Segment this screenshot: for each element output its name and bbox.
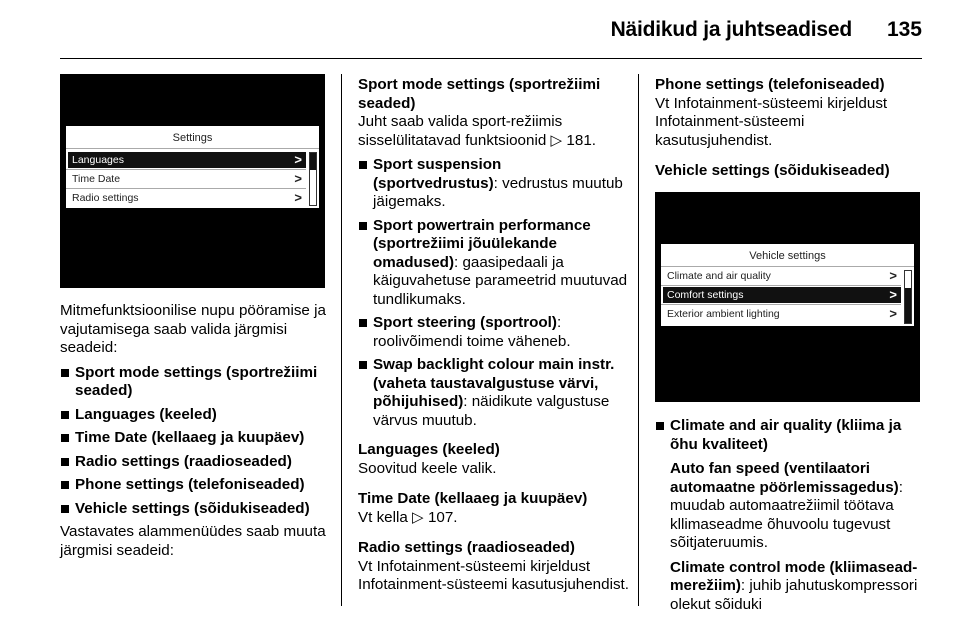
- list-item-term: Sport powertrain performance (sportrežiimi jõuülekande omadused): [373, 216, 591, 271]
- sport-text-body: Juht saab valida sport-režiimis sisselülitatavad funktsioonid: [358, 113, 563, 149]
- vehicle-settings-display-image: [655, 192, 920, 402]
- sub-item-auto-fan: [670, 460, 925, 553]
- sub-item-desc: : muudab automaatrežiimil töötava kllimaseadme õhuvoolu tugevust sõitjateruumis.: [670, 478, 903, 551]
- menu-item-label: Climate and air quality: [667, 270, 771, 282]
- screen-separator: [661, 304, 901, 305]
- list-item: [655, 417, 925, 614]
- chevron-right-icon: >: [889, 268, 897, 283]
- sub-item-term: Climate control mode (kliimasead-merežiim): [670, 558, 918, 594]
- screen-title: Settings: [172, 132, 213, 144]
- column-divider-1: [341, 74, 342, 606]
- column-divider-2: [638, 74, 639, 606]
- page-ref-triangle-icon: ▷: [550, 131, 563, 149]
- settings-list: [60, 364, 330, 519]
- page-ref-number: 107.: [427, 508, 458, 526]
- list-item-term: Swap backlight colour main instr. (vaheta taustavalgustuse värvi, põhijuhised): [373, 356, 615, 410]
- sport-options-list: [358, 156, 630, 430]
- scrollbar-thumb: [905, 288, 911, 323]
- list-item: [358, 156, 630, 212]
- page-header-title: Näidikud ja juhtseadised: [610, 18, 852, 41]
- section-heading-radio: Radio settings (raadioseaded): [358, 539, 575, 556]
- list-item: Languages (keeled): [60, 406, 330, 425]
- section-heading-languages: Languages (keeled): [358, 441, 500, 458]
- settings-screen: [66, 126, 319, 208]
- list-item-term: Climate and air quality (kliima ja õhu kvaliteet): [670, 417, 902, 453]
- section-heading-sport: Sport mode settings (sportrežiimi seaded): [358, 76, 601, 112]
- section-heading-phone: Phone settings (telefoniseaded): [655, 76, 885, 93]
- list-item-desc: : vedrustus muutub jäigemaks.: [373, 174, 623, 210]
- column-3-bottom: [655, 417, 925, 619]
- list-item: Time Date (kellaaeg ja kuupäev): [60, 429, 330, 448]
- column-2: [358, 76, 630, 595]
- list-item-term: Sport steering (sportrool): [373, 314, 557, 331]
- screen-separator: [66, 188, 306, 189]
- menu-item-label: Radio settings: [72, 192, 139, 204]
- menu-item-label: Languages: [72, 154, 124, 166]
- sub-item-desc: : juhib jahutuskompressori olekut sõiduki: [670, 577, 918, 613]
- list-item: Sport mode settings (sportrežiimi seaded): [60, 364, 330, 401]
- list-item-desc: : roolivõimendi toime väheneb.: [373, 314, 571, 350]
- chevron-right-icon: >: [889, 306, 897, 321]
- radio-text: Vt Infotainment-süsteemi kirjeldust Infotainment-süsteemi kasutusjuhendist.: [358, 557, 629, 593]
- list-item-desc: : näidikute valgustuse värvus muutub.: [373, 393, 610, 429]
- languages-text: Soovitud keele valik.: [358, 459, 497, 477]
- screen-title: Vehicle settings: [749, 250, 826, 262]
- screen-separator: [661, 266, 914, 267]
- screen-separator: [66, 169, 306, 170]
- menu-item-exterior-lighting: [663, 306, 901, 322]
- scrollbar-thumb: [310, 153, 316, 170]
- page-ref-triangle-icon: ▷: [412, 508, 424, 526]
- header-rule: [60, 58, 922, 59]
- outro-text: Vastavates alammenüüdes saab muuta järgmisi seadeid:: [60, 523, 326, 559]
- list-item: [358, 217, 630, 310]
- page-number: 135: [886, 18, 922, 41]
- vehicle-options-list: [655, 417, 925, 614]
- screen-separator: [66, 148, 319, 149]
- time-text-body: Vt kella: [358, 508, 408, 526]
- chevron-right-icon: >: [294, 152, 302, 167]
- list-item-term: Sport suspension (sportvedrustus): [373, 156, 502, 192]
- settings-display-image: [60, 74, 325, 288]
- column-3-top: [655, 76, 925, 181]
- sub-item-climate-mode: [670, 559, 925, 615]
- menu-item-climate: [663, 268, 901, 284]
- column-1: [60, 302, 330, 560]
- menu-item-languages: [68, 152, 306, 168]
- menu-item-radio-settings: [68, 190, 306, 206]
- menu-item-label: Time Date: [72, 173, 121, 185]
- list-item: Radio settings (raadioseaded): [60, 453, 330, 472]
- chevron-right-icon: >: [294, 171, 302, 186]
- list-item: [358, 314, 630, 351]
- scrollbar: [904, 270, 912, 324]
- sub-item-term: Auto fan speed (ventilaatori automaatne pöörlemissagedus): [670, 460, 899, 496]
- page-ref-number: 181.: [566, 131, 596, 149]
- list-item: [358, 356, 630, 430]
- menu-item-label: Exterior ambient lighting: [667, 308, 780, 320]
- section-heading-time-date: Time Date (kellaaeg ja kuupäev): [358, 490, 588, 507]
- menu-item-label: Comfort settings: [667, 289, 744, 301]
- chevron-right-icon: >: [294, 190, 302, 205]
- menu-item-comfort: [663, 287, 901, 303]
- time-text: [358, 509, 630, 528]
- menu-item-time-date: [68, 171, 306, 187]
- scrollbar: [309, 152, 317, 206]
- vehicle-settings-screen: [661, 244, 914, 326]
- list-item: Vehicle settings (sõidukiseaded): [60, 500, 330, 519]
- sport-text: [358, 113, 630, 150]
- list-item: Phone settings (telefoniseaded): [60, 476, 330, 495]
- intro-text: Mitmefunktsioonilise nupu pööramise ja vajutamisega saab valida järgmisi seadeid:: [60, 302, 326, 356]
- chevron-right-icon: >: [889, 287, 897, 302]
- list-item-desc: : gaasipedaali ja käiguvahetuse parameetrid muutuvad tundlikumaks.: [373, 253, 628, 308]
- phone-text: Vt Infotainment-süsteemi kirjeldust Infotainment-süsteemi kasutusjuhendist.: [655, 94, 888, 149]
- section-heading-vehicle: Vehicle settings (sõidukiseaded): [655, 162, 890, 179]
- screen-separator: [661, 285, 901, 286]
